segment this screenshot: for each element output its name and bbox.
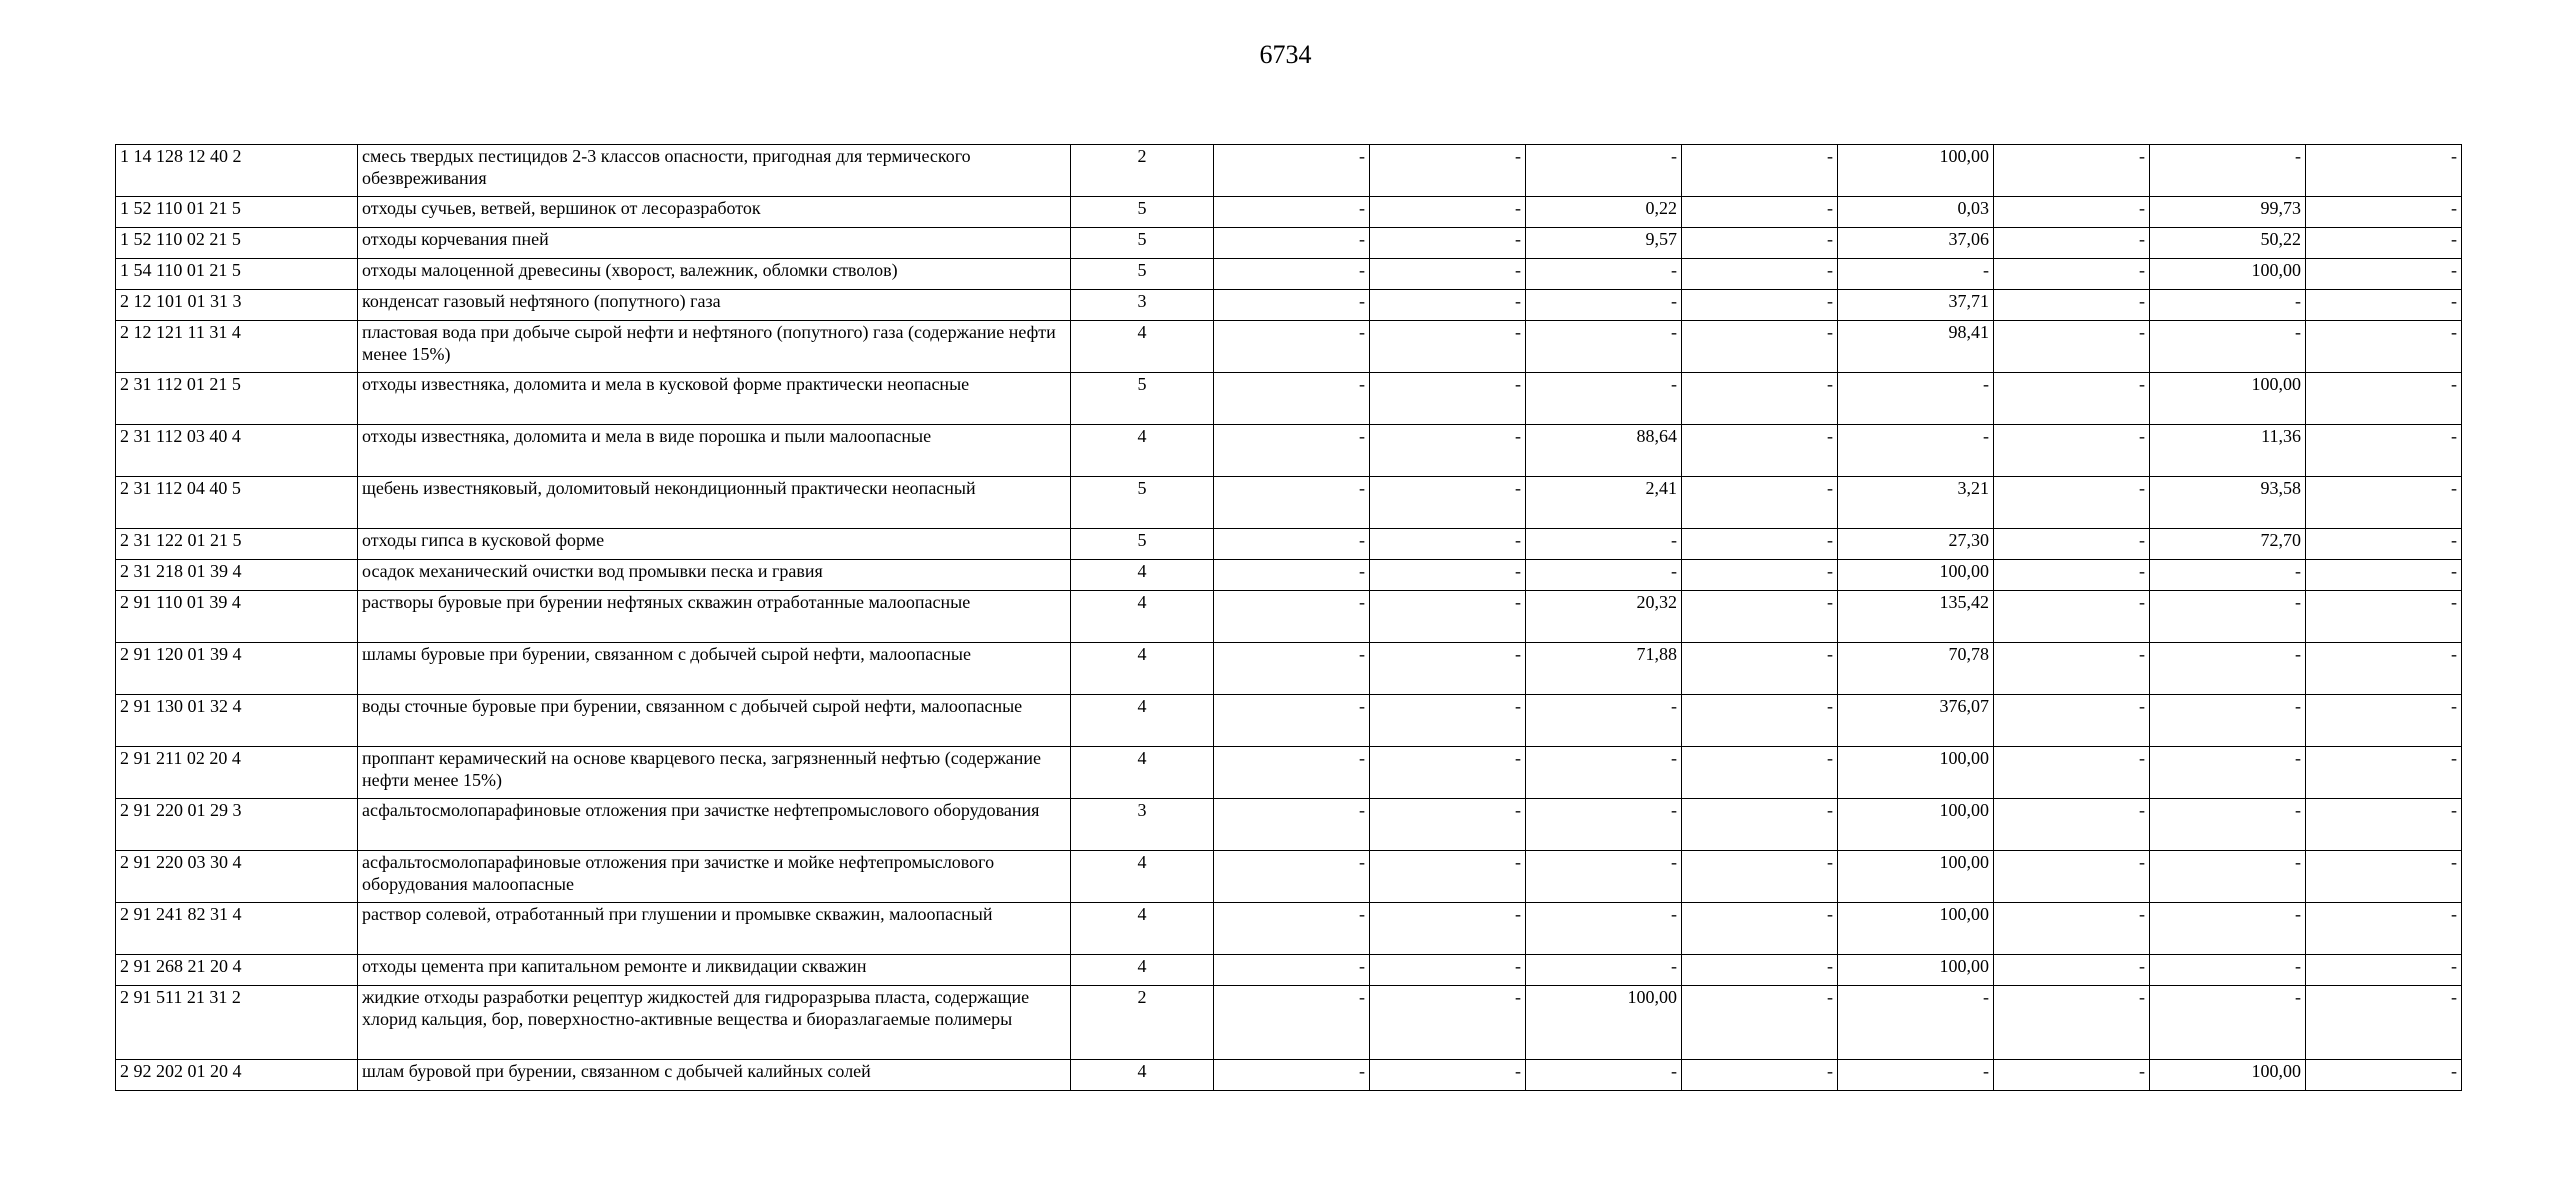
value-cell: - <box>1994 321 2150 373</box>
value-cell: - <box>2150 290 2306 321</box>
value-cell: 71,88 <box>1526 643 1682 695</box>
waste-code-cell: 1 52 110 02 21 5 <box>116 228 358 259</box>
table-body <box>116 145 2462 1091</box>
waste-name-cell: щебень известняковый, доломитовый некондиционный практически неопасный <box>358 477 1071 529</box>
value-cell: 100,00 <box>1838 747 1994 799</box>
value-cell: 99,73 <box>2150 197 2306 228</box>
hazard-class-cell: 4 <box>1071 1060 1214 1091</box>
value-cell: - <box>1682 228 1838 259</box>
hazard-class-cell: 5 <box>1071 477 1214 529</box>
waste-name-cell: асфальтосмолопарафиновые отложения при зачистке и мойке нефтепромыслового оборудования малоопасные <box>358 851 1071 903</box>
waste-name-cell: отходы корчевания пней <box>358 228 1071 259</box>
value-cell: - <box>1370 851 1526 903</box>
value-cell: - <box>1526 373 1682 425</box>
value-cell: - <box>1214 695 1370 747</box>
value-cell: - <box>1214 986 1370 1060</box>
value-cell: - <box>1214 903 1370 955</box>
value-cell: - <box>1370 197 1526 228</box>
value-cell: - <box>1682 903 1838 955</box>
value-cell: - <box>1994 799 2150 851</box>
table-row <box>116 259 2462 290</box>
waste-code-cell: 2 31 112 03 40 4 <box>116 425 358 477</box>
table-row <box>116 373 2462 425</box>
waste-name-cell: пластовая вода при добыче сырой нефти и нефтяного (попутного) газа (содержание нефти менее 15%) <box>358 321 1071 373</box>
value-cell: - <box>2150 903 2306 955</box>
value-cell: - <box>1526 747 1682 799</box>
value-cell: 100,00 <box>1838 799 1994 851</box>
value-cell: 0,22 <box>1526 197 1682 228</box>
value-cell: - <box>2150 560 2306 591</box>
value-cell: - <box>2306 290 2462 321</box>
table-row <box>116 986 2462 1060</box>
waste-name-cell: отходы сучьев, ветвей, вершинок от лесоразработок <box>358 197 1071 228</box>
hazard-class-cell: 4 <box>1071 955 1214 986</box>
value-cell: - <box>1370 747 1526 799</box>
waste-name-cell: отходы известняка, доломита и мела в кусковой форме практически неопасные <box>358 373 1071 425</box>
value-cell: - <box>1994 643 2150 695</box>
value-cell: - <box>1370 643 1526 695</box>
table-row <box>116 290 2462 321</box>
table-row <box>116 903 2462 955</box>
value-cell: - <box>2150 643 2306 695</box>
table-row <box>116 643 2462 695</box>
value-cell: - <box>1994 986 2150 1060</box>
value-cell: - <box>1370 695 1526 747</box>
value-cell: 3,21 <box>1838 477 1994 529</box>
value-cell: - <box>1370 145 1526 197</box>
value-cell: - <box>1682 477 1838 529</box>
value-cell: - <box>1682 1060 1838 1091</box>
hazard-class-cell: 5 <box>1071 259 1214 290</box>
value-cell: - <box>1994 529 2150 560</box>
value-cell: 50,22 <box>2150 228 2306 259</box>
waste-name-cell: воды сточные буровые при бурении, связанном с добычей сырой нефти, малоопасные <box>358 695 1071 747</box>
value-cell: - <box>2306 799 2462 851</box>
value-cell: 100,00 <box>1838 560 1994 591</box>
waste-code-cell: 2 91 220 01 29 3 <box>116 799 358 851</box>
value-cell: - <box>1370 425 1526 477</box>
waste-code-cell: 2 91 110 01 39 4 <box>116 591 358 643</box>
value-cell: 11,36 <box>2150 425 2306 477</box>
hazard-class-cell: 5 <box>1071 228 1214 259</box>
table-row <box>116 477 2462 529</box>
value-cell: - <box>2306 986 2462 1060</box>
value-cell: - <box>1994 591 2150 643</box>
hazard-class-cell: 3 <box>1071 799 1214 851</box>
table-row <box>116 591 2462 643</box>
hazard-class-cell: 4 <box>1071 321 1214 373</box>
value-cell: - <box>1370 560 1526 591</box>
value-cell: - <box>2150 851 2306 903</box>
value-cell: - <box>1214 228 1370 259</box>
table-row <box>116 425 2462 477</box>
value-cell: - <box>1994 197 2150 228</box>
value-cell: 37,06 <box>1838 228 1994 259</box>
value-cell: - <box>1682 373 1838 425</box>
waste-name-cell: отходы гипса в кусковой форме <box>358 529 1071 560</box>
hazard-class-cell: 2 <box>1071 145 1214 197</box>
value-cell: - <box>1682 145 1838 197</box>
hazard-class-cell: 4 <box>1071 747 1214 799</box>
value-cell: - <box>1526 560 1682 591</box>
value-cell: - <box>1370 321 1526 373</box>
waste-code-cell: 2 12 101 01 31 3 <box>116 290 358 321</box>
value-cell: - <box>1370 591 1526 643</box>
waste-code-cell: 2 91 130 01 32 4 <box>116 695 358 747</box>
value-cell: - <box>1682 695 1838 747</box>
value-cell: - <box>1994 747 2150 799</box>
value-cell: - <box>1682 321 1838 373</box>
value-cell: - <box>1994 477 2150 529</box>
value-cell: - <box>1214 747 1370 799</box>
value-cell: 100,00 <box>2150 259 2306 290</box>
waste-name-cell: смесь твердых пестицидов 2-3 классов опасности, пригодная для термического обезвреживания <box>358 145 1071 197</box>
value-cell: - <box>1214 955 1370 986</box>
value-cell: 100,00 <box>1526 986 1682 1060</box>
value-cell: - <box>1370 477 1526 529</box>
value-cell: - <box>1682 643 1838 695</box>
waste-code-cell: 2 92 202 01 20 4 <box>116 1060 358 1091</box>
waste-table <box>115 144 2462 1091</box>
value-cell: - <box>2306 560 2462 591</box>
value-cell: - <box>1370 259 1526 290</box>
table-row <box>116 799 2462 851</box>
value-cell: - <box>2150 799 2306 851</box>
table-row <box>116 321 2462 373</box>
hazard-class-cell: 4 <box>1071 851 1214 903</box>
value-cell: - <box>2306 695 2462 747</box>
value-cell: - <box>1370 529 1526 560</box>
value-cell: - <box>1682 290 1838 321</box>
value-cell: - <box>1526 1060 1682 1091</box>
value-cell: - <box>1526 529 1682 560</box>
value-cell: - <box>1838 425 1994 477</box>
value-cell: - <box>1526 259 1682 290</box>
value-cell: - <box>1214 425 1370 477</box>
value-cell: - <box>1682 799 1838 851</box>
value-cell: - <box>1682 529 1838 560</box>
table-row <box>116 145 2462 197</box>
value-cell: - <box>2150 695 2306 747</box>
value-cell: - <box>1682 259 1838 290</box>
hazard-class-cell: 4 <box>1071 903 1214 955</box>
value-cell: - <box>1526 799 1682 851</box>
value-cell: - <box>2150 145 2306 197</box>
value-cell: - <box>2306 643 2462 695</box>
value-cell: - <box>1214 290 1370 321</box>
waste-name-cell: отходы известняка, доломита и мела в виде порошка и пыли малоопасные <box>358 425 1071 477</box>
waste-code-cell: 2 91 120 01 39 4 <box>116 643 358 695</box>
value-cell: - <box>1214 643 1370 695</box>
value-cell: 27,30 <box>1838 529 1994 560</box>
waste-name-cell: отходы цемента при капитальном ремонте и ликвидации скважин <box>358 955 1071 986</box>
table-row <box>116 747 2462 799</box>
value-cell: - <box>2150 321 2306 373</box>
value-cell: - <box>1370 1060 1526 1091</box>
hazard-class-cell: 4 <box>1071 425 1214 477</box>
value-cell: - <box>2150 986 2306 1060</box>
value-cell: - <box>2306 529 2462 560</box>
value-cell: - <box>2150 955 2306 986</box>
value-cell: 98,41 <box>1838 321 1994 373</box>
table-row <box>116 695 2462 747</box>
waste-code-cell: 1 54 110 01 21 5 <box>116 259 358 290</box>
value-cell: - <box>1526 290 1682 321</box>
value-cell: 0,03 <box>1838 197 1994 228</box>
value-cell: - <box>1214 529 1370 560</box>
waste-name-cell: осадок механический очистки вод промывки песка и гравия <box>358 560 1071 591</box>
value-cell: - <box>1994 228 2150 259</box>
waste-code-cell: 2 91 241 82 31 4 <box>116 903 358 955</box>
value-cell: - <box>2306 903 2462 955</box>
hazard-class-cell: 4 <box>1071 643 1214 695</box>
value-cell: 2,41 <box>1526 477 1682 529</box>
table-row <box>116 560 2462 591</box>
value-cell: 93,58 <box>2150 477 2306 529</box>
value-cell: - <box>1526 851 1682 903</box>
value-cell: 20,32 <box>1526 591 1682 643</box>
value-cell: 37,71 <box>1838 290 1994 321</box>
value-cell: - <box>1994 695 2150 747</box>
value-cell: - <box>2306 1060 2462 1091</box>
value-cell: - <box>1994 373 2150 425</box>
waste-name-cell: проппант керамический на основе кварцевого песка, загрязненный нефтью (содержание нефти менее 15%) <box>358 747 1071 799</box>
value-cell: - <box>1214 851 1370 903</box>
value-cell: - <box>1526 695 1682 747</box>
value-cell: - <box>2306 321 2462 373</box>
value-cell: - <box>1370 986 1526 1060</box>
value-cell: 100,00 <box>1838 145 1994 197</box>
value-cell: - <box>2306 259 2462 290</box>
waste-name-cell: шламы буровые при бурении, связанном с добычей сырой нефти, малоопасные <box>358 643 1071 695</box>
waste-code-cell: 2 91 268 21 20 4 <box>116 955 358 986</box>
value-cell: - <box>1526 321 1682 373</box>
waste-code-cell: 2 91 220 03 30 4 <box>116 851 358 903</box>
value-cell: - <box>1838 986 1994 1060</box>
value-cell: 70,78 <box>1838 643 1994 695</box>
value-cell: - <box>1682 591 1838 643</box>
value-cell: - <box>1994 145 2150 197</box>
value-cell: - <box>2306 851 2462 903</box>
hazard-class-cell: 3 <box>1071 290 1214 321</box>
value-cell: - <box>1214 477 1370 529</box>
hazard-class-cell: 2 <box>1071 986 1214 1060</box>
value-cell: - <box>1214 145 1370 197</box>
waste-code-cell: 2 91 511 21 31 2 <box>116 986 358 1060</box>
waste-name-cell: конденсат газовый нефтяного (попутного) газа <box>358 290 1071 321</box>
hazard-class-cell: 4 <box>1071 560 1214 591</box>
value-cell: - <box>1994 903 2150 955</box>
value-cell: 135,42 <box>1838 591 1994 643</box>
value-cell: - <box>1682 425 1838 477</box>
waste-code-cell: 2 31 112 01 21 5 <box>116 373 358 425</box>
waste-code-cell: 2 31 112 04 40 5 <box>116 477 358 529</box>
value-cell: 72,70 <box>2150 529 2306 560</box>
hazard-class-cell: 5 <box>1071 529 1214 560</box>
value-cell: - <box>1214 1060 1370 1091</box>
value-cell: - <box>1838 373 1994 425</box>
table-row <box>116 955 2462 986</box>
hazard-class-cell: 5 <box>1071 373 1214 425</box>
table-row <box>116 851 2462 903</box>
hazard-class-cell: 5 <box>1071 197 1214 228</box>
value-cell: 100,00 <box>1838 903 1994 955</box>
value-cell: - <box>2306 373 2462 425</box>
value-cell: - <box>1370 290 1526 321</box>
value-cell: - <box>2306 145 2462 197</box>
value-cell: - <box>2306 197 2462 228</box>
value-cell: - <box>2150 591 2306 643</box>
value-cell: - <box>1370 228 1526 259</box>
value-cell: - <box>1214 321 1370 373</box>
value-cell: - <box>2306 955 2462 986</box>
value-cell: - <box>1526 955 1682 986</box>
value-cell: - <box>1682 986 1838 1060</box>
table-row <box>116 529 2462 560</box>
value-cell: 100,00 <box>2150 373 2306 425</box>
value-cell: - <box>1526 145 1682 197</box>
page-number: 6734 <box>1259 40 1312 69</box>
value-cell: - <box>1214 373 1370 425</box>
value-cell: - <box>2306 477 2462 529</box>
value-cell: 88,64 <box>1526 425 1682 477</box>
value-cell: - <box>1370 955 1526 986</box>
value-cell: 100,00 <box>1838 955 1994 986</box>
waste-name-cell: жидкие отходы разработки рецептур жидкостей для гидроразрыва пласта, содержащие хлорид кальция, бор, поверхностно-активные вещества и биоразлагаемые полимеры <box>358 986 1071 1060</box>
value-cell: - <box>2306 591 2462 643</box>
waste-code-cell: 2 12 121 11 31 4 <box>116 321 358 373</box>
value-cell: - <box>1838 259 1994 290</box>
value-cell: - <box>1682 851 1838 903</box>
value-cell: - <box>1214 197 1370 228</box>
value-cell: - <box>1526 903 1682 955</box>
value-cell: - <box>2306 228 2462 259</box>
waste-name-cell: раствор солевой, отработанный при глушении и промывке скважин, малоопасный <box>358 903 1071 955</box>
waste-code-cell: 2 31 122 01 21 5 <box>116 529 358 560</box>
value-cell: - <box>1994 425 2150 477</box>
waste-name-cell: растворы буровые при бурении нефтяных скважин отработанные малоопасные <box>358 591 1071 643</box>
value-cell: - <box>1214 799 1370 851</box>
value-cell: - <box>1994 290 2150 321</box>
value-cell: - <box>2306 425 2462 477</box>
waste-name-cell: отходы малоценной древесины (хворост, валежник, обломки стволов) <box>358 259 1071 290</box>
table-row <box>116 1060 2462 1091</box>
value-cell: 9,57 <box>1526 228 1682 259</box>
table-row <box>116 228 2462 259</box>
value-cell: - <box>1994 851 2150 903</box>
value-cell: - <box>1370 799 1526 851</box>
value-cell: 376,07 <box>1838 695 1994 747</box>
waste-code-cell: 2 31 218 01 39 4 <box>116 560 358 591</box>
value-cell: - <box>2306 747 2462 799</box>
value-cell: - <box>1994 259 2150 290</box>
value-cell: - <box>1214 259 1370 290</box>
waste-name-cell: асфальтосмолопарафиновые отложения при зачистке нефтепромыслового оборудования <box>358 799 1071 851</box>
value-cell: - <box>1994 955 2150 986</box>
value-cell: - <box>1682 955 1838 986</box>
value-cell: 100,00 <box>2150 1060 2306 1091</box>
hazard-class-cell: 4 <box>1071 591 1214 643</box>
value-cell: - <box>1214 560 1370 591</box>
value-cell: - <box>2150 747 2306 799</box>
value-cell: - <box>1838 1060 1994 1091</box>
value-cell: - <box>1682 747 1838 799</box>
value-cell: - <box>1370 373 1526 425</box>
table-row <box>116 197 2462 228</box>
value-cell: 100,00 <box>1838 851 1994 903</box>
waste-code-cell: 1 52 110 01 21 5 <box>116 197 358 228</box>
value-cell: - <box>1682 197 1838 228</box>
waste-code-cell: 2 91 211 02 20 4 <box>116 747 358 799</box>
value-cell: - <box>1994 560 2150 591</box>
value-cell: - <box>1370 903 1526 955</box>
hazard-class-cell: 4 <box>1071 695 1214 747</box>
value-cell: - <box>1682 560 1838 591</box>
waste-name-cell: шлам буровой при бурении, связанном с добычей калийных солей <box>358 1060 1071 1091</box>
waste-code-cell: 1 14 128 12 40 2 <box>116 145 358 197</box>
value-cell: - <box>1994 1060 2150 1091</box>
value-cell: - <box>1214 591 1370 643</box>
